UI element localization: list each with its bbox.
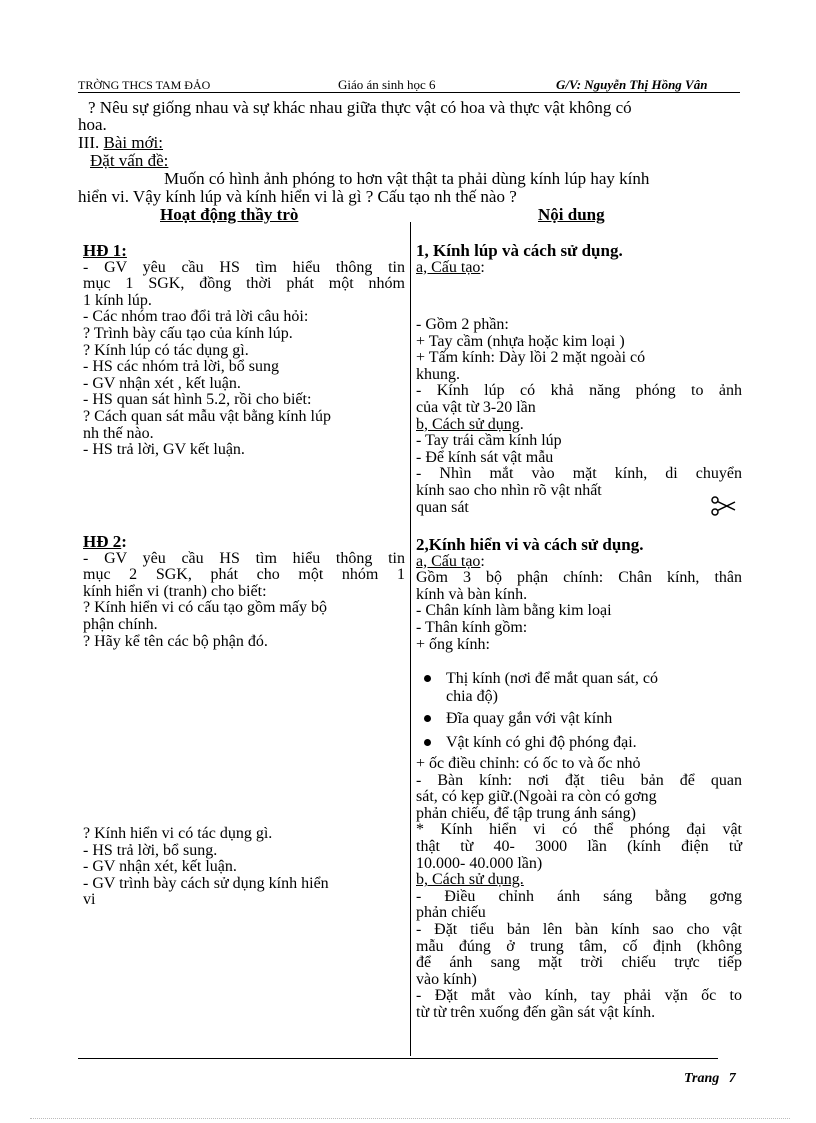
hd1-lines-line: - HS trả lời, GV kết luận. — [83, 441, 245, 459]
s2b-lines-line: - Điều chỉnh ánh sáng bằng gơng — [416, 887, 742, 905]
s2a-label: a, Cấu tạo — [416, 552, 481, 570]
col-left-header: Hoạt động thầy trò — [160, 205, 299, 224]
s1a-lines-line: - Kính lúp có khả năng phóng to ảnh — [416, 382, 742, 400]
s2b-lines-line: vào kính) — [416, 970, 477, 988]
problem-label: Đặt vấn đề: — [90, 151, 169, 170]
s1b-lines — [416, 433, 742, 516]
bullet-text: Thị kính (nơi để mắt quan sát, có — [446, 670, 658, 687]
s2a-lines-line: + ống kính: — [416, 635, 490, 653]
s1b-label: b, Cách sử dụng — [416, 415, 520, 433]
hd2-lines-b-line: - GV trình bày cách sử dụng kính hiển — [83, 874, 329, 892]
s1a-lines-line: + Tấm kính: Dày lồi 2 mặt ngoài có — [416, 349, 646, 367]
hd1-lines-line: ? Kính lúp có tác dụng gì. — [83, 341, 249, 359]
hd1-lines-line: - Các nhóm trao đổi trả lời câu hỏi: — [83, 308, 309, 326]
bullet-vat-kinh — [416, 734, 742, 752]
page-bottom-edge — [30, 1118, 790, 1119]
s2b-label: b, Cách sử dụng. — [416, 871, 524, 889]
page-number: 7 — [728, 1071, 736, 1086]
s2a-lines — [416, 570, 742, 653]
hd1-lines — [83, 260, 405, 459]
s2a-lines-b-line: 10.000- 40.000 lần) — [416, 854, 543, 872]
s2b-lines-line: mẫu đúng ở trung tâm, cố định (không — [416, 937, 742, 955]
bullet-dia-quay — [416, 710, 742, 728]
s2b-lines-line: - Đặt mắt vào kính, tay phải vặn ốc to — [416, 987, 742, 1005]
column-divider — [410, 222, 411, 1056]
s2a-lines-b-line: sát, có kẹp giữ.(Ngoài ra còn có gơng — [416, 788, 657, 806]
hd1-lines-line: nh thế nào. — [83, 424, 154, 442]
s1a-lines-line: khung. — [416, 365, 460, 383]
s1b-dot: . — [519, 415, 524, 433]
s2b-lines-line: để ánh sang mặt trời chiếu trực tiếp — [416, 954, 742, 972]
hd2-lines-b — [83, 826, 405, 909]
hd1-title: HĐ 1: — [83, 241, 127, 260]
hd1-lines-line: ? Cách quan sát mẫu vật bằng kính lúp — [83, 407, 331, 425]
s2a-lines-line: - Thân kính gồm: — [416, 618, 528, 636]
footer-rule — [78, 1058, 718, 1059]
section-number: III. — [78, 133, 100, 152]
intro-question-cont: hoa. — [78, 115, 107, 134]
s2a-lines-b-line: + ốc điều chỉnh: có ốc to và ốc nhỏ — [416, 755, 641, 772]
hd1-lines-line: 1 kính lúp. — [83, 291, 152, 309]
problem-line-1: Muốn có hình ảnh phóng to hơn vật thật ta phải dùng kính lúp hay kính — [164, 169, 650, 188]
bullet-thi-kinh — [416, 670, 742, 688]
hd1-lines-line: ? Trình bày cấu tạo của kính lúp. — [83, 324, 293, 342]
hd2-block — [83, 534, 405, 650]
hd2-lines-line: - GV yêu cầu HS tìm hiểu thông tin — [83, 549, 405, 567]
s2-title: 2,Kính hiển vi và cách sử dụng. — [416, 535, 644, 554]
hd1-lines-line: - GV nhận xét , kết luận. — [83, 374, 241, 392]
hd1-lines-line: - HS các nhóm trả lời, bổ sung — [83, 358, 279, 376]
hd1-lines-line: mục 1 SGK, đồng thời phát một nhóm — [83, 275, 405, 293]
s1-block — [416, 243, 742, 276]
s2a-lines-b-line: - Bàn kính: nơi đặt tiêu bản để quan — [416, 771, 742, 789]
intro-question: ? Nêu sự giống nhau và sự khác nhau giữa thực vật có hoa và thực vật không có — [88, 98, 632, 117]
hd2-lines-line: kính hiển vi (tranh) cho biết: — [83, 582, 267, 600]
s2a-lines-b — [416, 756, 742, 872]
bullet-thi-kinh-cont: chia độ) — [446, 688, 498, 705]
page-footer — [684, 1071, 736, 1087]
s1a-lines — [416, 317, 742, 417]
s1a-lines-line: của vật từ 3-20 lần — [416, 398, 536, 416]
header-school: TRỜNG THCS TAM ĐẢO — [78, 78, 211, 92]
hd2-lines-b-line: vi — [83, 891, 96, 909]
bullet-text: Vật kính có ghi độ phóng đại. — [446, 734, 637, 751]
hd2-lines — [83, 551, 405, 651]
s1b-lines-line: - Tay trái cầm kính lúp — [416, 432, 562, 450]
s2a-lines-line: Gồm 3 bộ phận chính: Chân kính, thân — [416, 569, 742, 587]
s2b-lines-line: - Đặt tiểu bản lên bàn kính sao cho vật — [416, 920, 742, 938]
hd2-lines-b-line: - GV nhận xét, kết luận. — [83, 858, 237, 876]
header-rule — [78, 92, 740, 93]
s1-title: 1, Kính lúp và cách sử dụng. — [416, 241, 623, 260]
hd2-lines-line: mục 2 SGK, phát cho một nhóm 1 — [83, 566, 405, 584]
s1a-lines-line: - Gồm 2 phần: — [416, 316, 509, 333]
s1b-lines-line: kính sao cho nhìn rõ vật nhất — [416, 481, 602, 499]
hd1-lines-line: - HS quan sát hình 5.2, rồi cho biết: — [83, 391, 312, 409]
header-subject: Giáo án sinh học 6 — [338, 77, 436, 92]
s1a-label: a, Cấu tạo — [416, 258, 481, 276]
s2-block — [416, 537, 742, 653]
s2a-lines-b-line: thật từ 40- 3000 lần (kính điện tử — [416, 837, 742, 855]
s2b-lines-line: phản chiếu — [416, 904, 486, 922]
scissors-icon — [711, 496, 737, 516]
section-heading — [78, 134, 163, 151]
problem-line-2: hiển vi. Vậy kính lúp và kính hiển vi là gì ? Cấu tạo nh thế nào ? — [78, 187, 517, 206]
s1a-lines-line: + Tay cầm (nhựa hoặc kim loại ) — [416, 332, 625, 350]
s2b-lines-line: từ từ trên xuống đến gần sát vật kính. — [416, 1003, 656, 1021]
header-teacher: G/V: Nguyễn Thị Hồng Vân — [556, 77, 708, 92]
hd2-lines-line: ? Hãy kể tên các bộ phận đó. — [83, 632, 268, 650]
hd2-lines-line: phận chính. — [83, 615, 158, 633]
s2a-block-b — [416, 756, 742, 1022]
s2a-lines-line: kính và bàn kính. — [416, 585, 528, 603]
s2a-lines-b-line: phản chiếu, để tập trung ánh sáng) — [416, 804, 636, 822]
s2a-colon: : — [480, 552, 485, 570]
s2a-lines-line: - Chân kính làm bằng kim loại — [416, 602, 612, 620]
hd2-block-b — [83, 826, 405, 909]
s1a-block — [416, 317, 742, 516]
bullet-text: Đĩa quay gắn với vật kính — [446, 710, 613, 727]
s1b-lines-line: quan sát — [416, 498, 469, 516]
s2a-bullets — [416, 670, 742, 752]
s1b-lines-line: - Để kính sát vật mẫu — [416, 448, 554, 466]
s1a-colon: : — [480, 258, 485, 276]
hd2-title: HĐ 2 — [83, 532, 122, 551]
hd1-block — [83, 243, 405, 459]
s1b-lines-line: - Nhìn mắt vào mặt kính, di chuyển — [416, 465, 742, 483]
s2a-lines-b-line: * Kính hiển vi có thể phóng đại vật — [416, 821, 742, 839]
s2b-lines — [416, 889, 742, 1022]
hd2-lines-line: ? Kính hiển vi có cấu tạo gồm mấy bộ — [83, 599, 327, 617]
hd2-lines-b-line: - HS trả lời, bổ sung. — [83, 841, 218, 859]
hd2-colon: : — [121, 532, 127, 551]
section-title: Bài mới: — [103, 133, 164, 152]
hd1-lines-line: - GV yêu cầu HS tìm hiểu thông tin — [83, 258, 405, 276]
page-label: Trang — [684, 1071, 720, 1086]
col-right-header: Nội dung — [538, 205, 605, 224]
hd2-lines-b-line: ? Kính hiển vi có tác dụng gì. — [83, 825, 273, 842]
